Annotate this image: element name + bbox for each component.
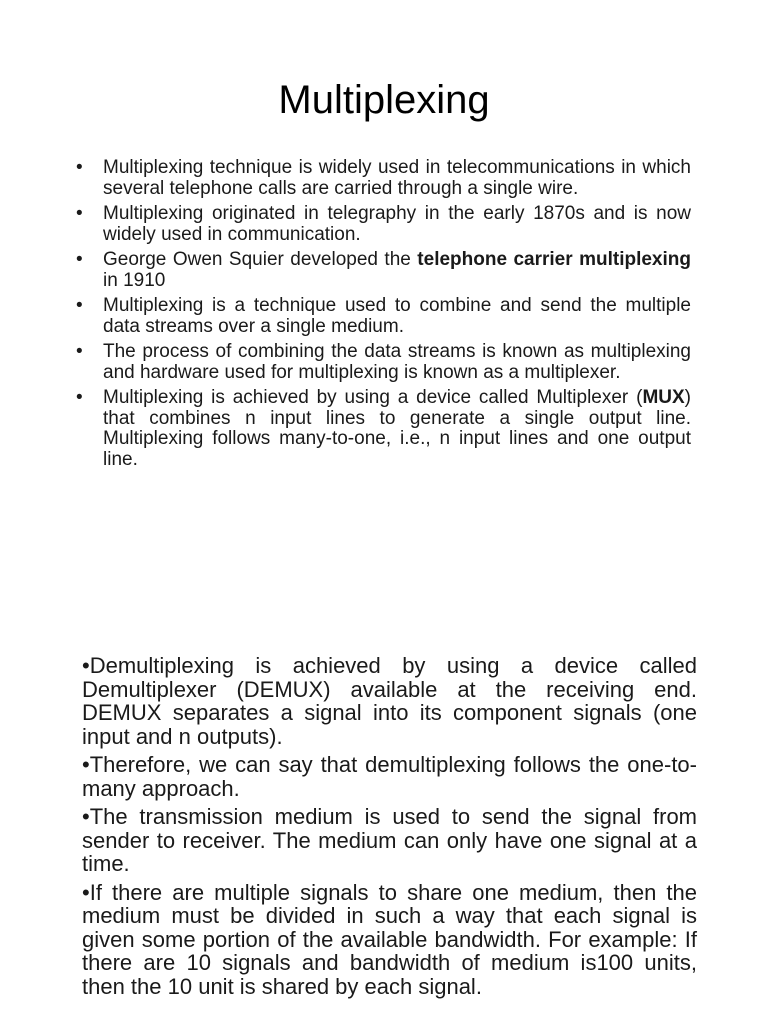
list-item: •Therefore, we can say that demultiplexing follows the one-to-many approach. xyxy=(82,752,697,801)
bullet-glyph: • xyxy=(76,249,83,270)
bullet-glyph: • xyxy=(76,295,83,316)
bullet-text-pre: Multiplexing is achieved by using a device called Multiplexer ( xyxy=(103,387,643,408)
bullet-glyph: • xyxy=(76,387,83,408)
demultiplexing-paragraph-list xyxy=(82,654,697,1003)
bullet-text-post: ) that combines n input lines to generate a single output line. Multiplexing follows many-to-one, i.e., n input lines and one output line. xyxy=(103,387,691,470)
bullet-text: Multiplexing originated in telegraphy in the early 1870s and is now widely used in communication. xyxy=(103,203,691,245)
list-item xyxy=(76,250,691,291)
list-item: •If there are multiple signals to share one medium, then the medium must be divided in such a way that each signal is given some portion of the available bandwidth. For example: If there are 10 signals and bandwidth of medium is100 units, then the 10 unit is shared by each signal. xyxy=(82,879,697,999)
list-item: •Demultiplexing is achieved by using a device called Demultiplexer (DEMUX) available at the receiving end. DEMUX separates a signal into its component signals (one input and n outputs). xyxy=(82,653,697,749)
list-item xyxy=(76,158,691,199)
bullet-text-pre: George Owen Squier developed the xyxy=(103,249,418,270)
slide-title: Multiplexing xyxy=(278,78,490,122)
bullet-text-post: in 1910 xyxy=(103,269,166,291)
bullet-text: The process of combining the data streams is known as multiplexing and hardware used for multiplexing is known as a multiplexer. xyxy=(103,341,691,383)
bullet-glyph: • xyxy=(76,157,83,178)
bullet-glyph: • xyxy=(76,341,83,362)
bullet-glyph: • xyxy=(76,203,83,224)
list-item xyxy=(76,204,691,245)
list-item: •The transmission medium is used to send the signal from sender to receiver. The medium can only have one signal at a time. xyxy=(82,804,697,876)
multiplexing-bullet-list xyxy=(76,158,691,475)
list-item xyxy=(76,342,691,383)
bullet-text-bold: telephone carrier multiplexing xyxy=(417,249,691,270)
bullet-text-bold: MUX xyxy=(642,387,685,408)
list-item xyxy=(76,388,691,470)
bullet-text: Multiplexing is a technique used to combine and send the multiple data streams over a single medium. xyxy=(103,295,691,337)
list-item xyxy=(76,296,691,337)
bullet-text: Multiplexing technique is widely used in telecommunications in which several telephone calls are carried through a single wire. xyxy=(103,157,691,199)
